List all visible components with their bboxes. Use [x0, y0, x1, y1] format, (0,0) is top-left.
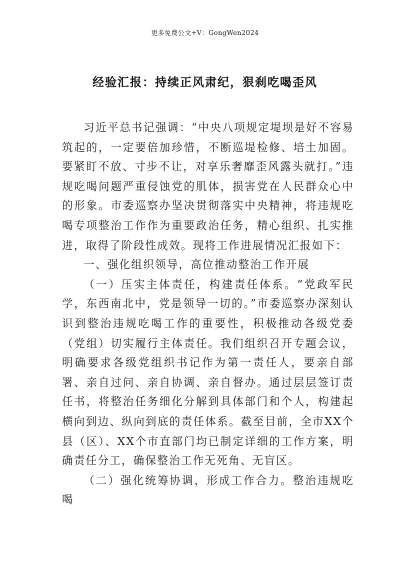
document-body	[62, 118, 354, 510]
document-title: 经验汇报：持续正风肃纪，狠刹吃喝歪风	[92, 75, 318, 89]
subsection-paragraph-1: （一）压实主体责任，构建责任体系。“党政军民学，东西南北中，党是领导一切的。”市委巡察办深刻认识到整治违规吃喝工作的重要性，积极推动各级党委（党组）切实履行主体责任。我们组织召开专题会议，明确要求各级党组织书记作为第一责任人，要亲自部署、亲自过问、亲自协调、亲自督办。通过层层签订责任书，将整治任务细化分解到具体部门和个人，构建起横向到边、纵向到底的责任体系。截至目前，全市XX个县（区）、XX个市直部门均已制定详细的工作方案，明确责任分工，确保整治工作无死角、无盲区。	[62, 277, 354, 468]
section-heading-1: 一、强化组织领导，高位推动整治工作开展	[83, 258, 310, 272]
intro-paragraph: 习近平总书记强调：“中央八项规定堤坝是好不容易筑起的，一定要倍加珍惜，不断巡堤检修、培土加固。要紧盯不放、寸步不让，对享乐奢靡歪风露头就打。”违规吃喝问题严重侵蚀党的肌体，损害党在人民群众心中的形象。市委巡察办坚决贯彻落实中央精神，将违规吃喝专项整治工作作为重要政治任务，精心组织、扎实推进，取得了阶段性成效。现将工作进展情况汇报如下：	[62, 121, 354, 252]
header-note: 更多免费公文+V：GongWen2024	[151, 29, 259, 37]
subsection-paragraph-2: （二）强化统筹协调，形成工作合力。整治违规吃喝	[62, 473, 354, 507]
